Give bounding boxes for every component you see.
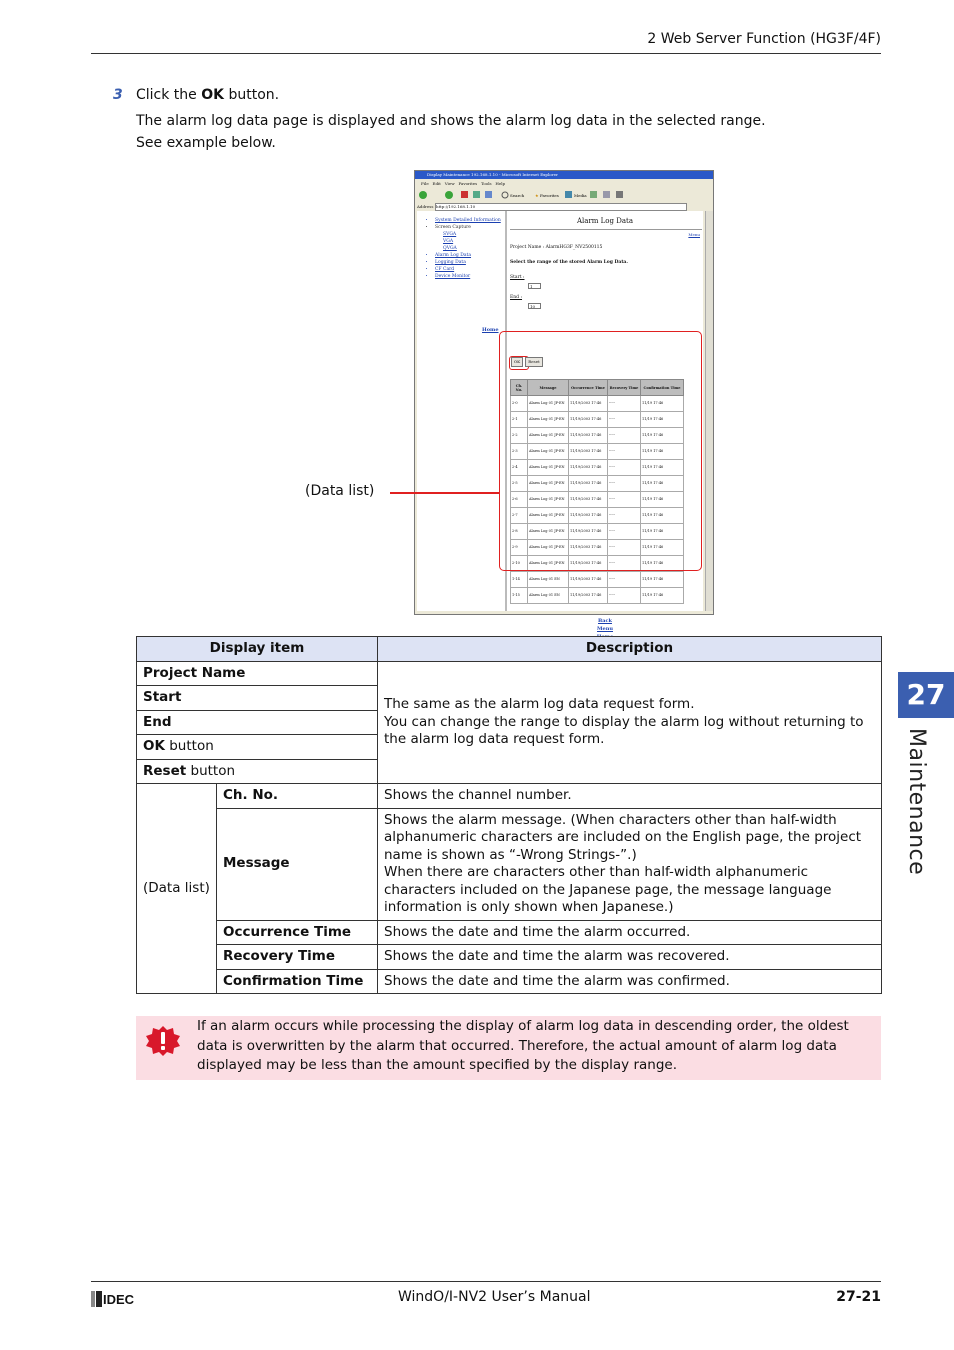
- footer-rule: [91, 1281, 881, 1282]
- table-cell: 11/19 17:46: [641, 556, 684, 572]
- nav-link: • Screen Capture: [435, 224, 505, 231]
- table-cell: 11/19/2003 17:46: [569, 556, 608, 572]
- desc-message: Shows the alarm message. (When characters other than half-width alphanumeric characters are included on the English page, the project name is shown as “-Wrong Strings-”.) When there are characters other than half-width alphanumeric characters included on the Japanese page, the message language information is only shown when Japanese.): [378, 808, 882, 920]
- item-confirmation-time: Confirmation Time: [217, 969, 378, 994]
- window-titlebar: Display Maintenance 192.168.1.10 - Microsoft Internet Explorer: [415, 171, 713, 179]
- item-end: End: [137, 710, 378, 735]
- table-cell: Alarm Log 01 JP-EN: [528, 524, 569, 540]
- ok-keyword: OK: [201, 87, 224, 103]
- address-input[interactable]: http://192.168.1.10: [435, 203, 687, 211]
- table-cell: Alarm Log 01 JP-EN: [528, 556, 569, 572]
- menu-link[interactable]: Menu: [688, 232, 700, 237]
- table-cell: -----: [608, 460, 641, 476]
- start-label: Start :: [510, 275, 525, 280]
- nav-link[interactable]: QVGA: [443, 246, 457, 251]
- table-cell: 11/19/2003 17:46: [569, 492, 608, 508]
- address-bar: [415, 202, 713, 211]
- home-icon: [485, 191, 492, 198]
- table-cell: 2-3: [511, 444, 528, 460]
- table-cell: Alarm Log 01 EN: [528, 572, 569, 588]
- table-cell: 11/19 17:46: [641, 508, 684, 524]
- display-item-table: [136, 636, 882, 994]
- end-label: End :: [510, 295, 523, 300]
- idec-logo: [91, 1289, 147, 1309]
- table-cell: 11/19/2003 17:46: [569, 396, 608, 412]
- table-cell: 2-5: [511, 476, 528, 492]
- table-cell: 2-10: [511, 556, 528, 572]
- nav-home-link[interactable]: Home: [482, 327, 499, 333]
- table-cell: 11/19/2003 17:46: [569, 460, 608, 476]
- table-cell: -----: [608, 524, 641, 540]
- table-cell: Alarm Log 01 JP-EN: [528, 508, 569, 524]
- menu-bottom-link[interactable]: Menu: [597, 626, 613, 632]
- menu-item[interactable]: Favorites: [458, 181, 478, 186]
- step-description: The alarm log data page is displayed and shows the alarm log data in the selected range.: [136, 113, 766, 129]
- data-list-callout: (Data list): [305, 483, 375, 499]
- table-cell: 1-14: [511, 572, 528, 588]
- table-cell: 1-15: [511, 588, 528, 604]
- header-description: Description: [378, 637, 882, 662]
- nav-link[interactable]: SVGA: [443, 232, 457, 237]
- back-link[interactable]: Back: [598, 618, 612, 624]
- table-cell: 11/19 17:46: [641, 540, 684, 556]
- table-cell: 11/19 17:46: [641, 396, 684, 412]
- print-icon: [616, 191, 623, 198]
- svg-text:Search: Search: [510, 193, 525, 198]
- step-instruction: Click the OK button.: [136, 87, 280, 103]
- step-number: 3: [113, 87, 123, 103]
- running-header: 2 Web Server Function (HG3F/4F): [647, 31, 881, 47]
- table-cell: 11/19/2003 17:46: [569, 524, 608, 540]
- item-project-name: Project Name: [137, 661, 378, 686]
- table-cell: 11/19 17:46: [641, 588, 684, 604]
- table-cell: -----: [608, 396, 641, 412]
- nav-link[interactable]: • System Detailed Information: [435, 217, 505, 224]
- table-cell: -----: [608, 412, 641, 428]
- table-cell: 11/19 17:46: [641, 476, 684, 492]
- history-icon: [590, 191, 597, 198]
- table-cell: Alarm Log 01 EN: [528, 588, 569, 604]
- table-cell: 11/19/2003 17:46: [569, 508, 608, 524]
- select-range-prompt: Select the range of the stored Alarm Log Data.: [510, 260, 628, 265]
- project-name-line: Project Name : AlarmHG3F_NV2500115: [510, 245, 603, 250]
- desc-occurrence-time: Shows the date and time the alarm occurred.: [378, 920, 882, 945]
- table-cell: 11/19/2003 17:46: [569, 572, 608, 588]
- table-cell: 11/19 17:46: [641, 524, 684, 540]
- table-cell: 11/19/2003 17:46: [569, 588, 608, 604]
- caution-note: [136, 1016, 881, 1080]
- table-cell: -----: [608, 556, 641, 572]
- item-data-list: (Data list): [137, 784, 217, 994]
- table-cell: 11/19 17:46: [641, 572, 684, 588]
- table-cell: 2-4: [511, 460, 528, 476]
- svg-text:★: ★: [535, 193, 539, 198]
- col-message: Message: [528, 380, 569, 396]
- table-cell: Alarm Log 01 JP-EN: [528, 412, 569, 428]
- manual-title: WindO/I-NV2 User’s Manual: [398, 1289, 591, 1305]
- table-cell: -----: [608, 476, 641, 492]
- item-ok-button: OK button: [137, 735, 378, 760]
- svg-text:Favorites: Favorites: [540, 193, 559, 198]
- table-cell: Alarm Log 01 JP-EN: [528, 476, 569, 492]
- table-cell: 11/19/2003 17:46: [569, 428, 608, 444]
- item-recovery-time: Recovery Time: [217, 945, 378, 970]
- start-select[interactable]: 1: [528, 283, 541, 289]
- shared-description: The same as the alarm log data request form. You can change the range to display the alarm log without returning to the alarm log data request form.: [378, 661, 882, 784]
- table-cell: Alarm Log 01 JP-EN: [528, 492, 569, 508]
- browser-toolbar: [415, 188, 713, 203]
- table-cell: -----: [608, 492, 641, 508]
- address-label: Address: [417, 204, 434, 209]
- table-cell: 2-7: [511, 508, 528, 524]
- nav-link[interactable]: • Logging Data: [435, 259, 505, 266]
- menu-item[interactable]: Edit: [432, 181, 441, 186]
- data-list-highlight: [499, 331, 702, 571]
- table-cell: 2-9: [511, 540, 528, 556]
- svg-text:IDEC: IDEC: [103, 1292, 135, 1307]
- table-cell: -----: [608, 428, 641, 444]
- item-start: Start: [137, 686, 378, 711]
- ok-button[interactable]: OK: [511, 357, 523, 367]
- table-cell: 11/19 17:46: [641, 412, 684, 428]
- menu-item[interactable]: View: [444, 181, 455, 186]
- col-recovery: Recovery Time: [608, 380, 641, 396]
- step-see-example: See example below.: [136, 135, 276, 151]
- desc-confirmation-time: Shows the date and time the alarm was confirmed.: [378, 969, 882, 994]
- desc-ch-no: Shows the channel number.: [378, 784, 882, 809]
- vertical-scrollbar[interactable]: [705, 211, 713, 611]
- svg-text:Media: Media: [574, 193, 587, 198]
- nav-link[interactable]: • Alarm Log Data: [435, 252, 505, 259]
- nav-link[interactable]: • CF Card: [435, 266, 505, 273]
- table-cell: -----: [608, 508, 641, 524]
- toolbar-icons: [415, 188, 713, 202]
- menu-item[interactable]: Tools: [481, 181, 492, 186]
- table-cell: 2-0: [511, 396, 528, 412]
- table-cell: -----: [608, 540, 641, 556]
- table-cell: 11/19 17:46: [641, 428, 684, 444]
- callout-leader-line: [390, 492, 500, 494]
- col-ch-no: Ch. No.: [511, 380, 528, 396]
- refresh-icon: [473, 191, 480, 198]
- table-cell: 2-2: [511, 428, 528, 444]
- table-cell: -----: [608, 572, 641, 588]
- chapter-tab: 27: [898, 672, 954, 718]
- table-cell: 2-8: [511, 524, 528, 540]
- header-display-item: Display item: [137, 637, 378, 662]
- table-cell: 11/19 17:46: [641, 444, 684, 460]
- nav-link[interactable]: • Device Monitor: [435, 273, 505, 280]
- mail-icon: [603, 191, 610, 198]
- table-cell: Alarm Log 01 JP-EN: [528, 460, 569, 476]
- table-cell: 11/19/2003 17:46: [569, 412, 608, 428]
- table-cell: -----: [608, 444, 641, 460]
- table-row: [511, 588, 684, 604]
- col-confirmation: Confirmation Time: [641, 380, 684, 396]
- header-rule: [91, 53, 881, 54]
- back-icon: [419, 191, 427, 199]
- table-cell: Alarm Log 01 JP-EN: [528, 444, 569, 460]
- nav-frame: [417, 211, 507, 611]
- note-text: If an alarm occurs while processing the display of alarm log data in descending order, the oldest data is overwritten by the alarm that occurred. Therefore, the actual amount of alarm log data displayed may be less than the amount specified by the display range.: [197, 1018, 849, 1073]
- table-cell: 11/19/2003 17:46: [569, 444, 608, 460]
- page-number: 27-21: [836, 1289, 881, 1305]
- chapter-label: Maintenance: [904, 728, 929, 876]
- media-icon: [565, 191, 572, 198]
- item-occurrence-time: Occurrence Time: [217, 920, 378, 945]
- menu-item[interactable]: Help: [495, 181, 506, 186]
- search-icon: [502, 192, 508, 198]
- nav-link[interactable]: VGA: [443, 239, 454, 244]
- reset-button[interactable]: Reset: [525, 357, 543, 367]
- menu-item[interactable]: File: [421, 181, 429, 186]
- table-cell: 2-1: [511, 412, 528, 428]
- item-ch-no: Ch. No.: [217, 784, 378, 809]
- desc-recovery-time: Shows the date and time the alarm was recovered.: [378, 945, 882, 970]
- col-occurrence: Occurrence Time: [569, 380, 608, 396]
- warning-exclamation-icon: [145, 1025, 181, 1057]
- stop-icon: [461, 191, 468, 198]
- table-cell: 11/19/2003 17:46: [569, 476, 608, 492]
- table-cell: 11/19 17:46: [641, 492, 684, 508]
- title-rule: [510, 229, 702, 230]
- table-row: [511, 572, 684, 588]
- table-cell: 2-6: [511, 492, 528, 508]
- end-select[interactable]: 10: [528, 303, 541, 309]
- table-cell: 11/19/2003 17:46: [569, 540, 608, 556]
- page-title: Alarm Log Data: [576, 217, 634, 225]
- table-cell: -----: [608, 588, 641, 604]
- browser-menubar: [415, 179, 713, 188]
- table-cell: Alarm Log 01 JP-EN: [528, 540, 569, 556]
- table-cell: 11/19 17:46: [641, 460, 684, 476]
- forward-icon: [445, 191, 453, 199]
- table-cell: Alarm Log 01 JP-EN: [528, 396, 569, 412]
- item-message: Message: [217, 808, 378, 920]
- item-reset-button: Reset button: [137, 759, 378, 784]
- table-cell: Alarm Log 01 JP-EN: [528, 428, 569, 444]
